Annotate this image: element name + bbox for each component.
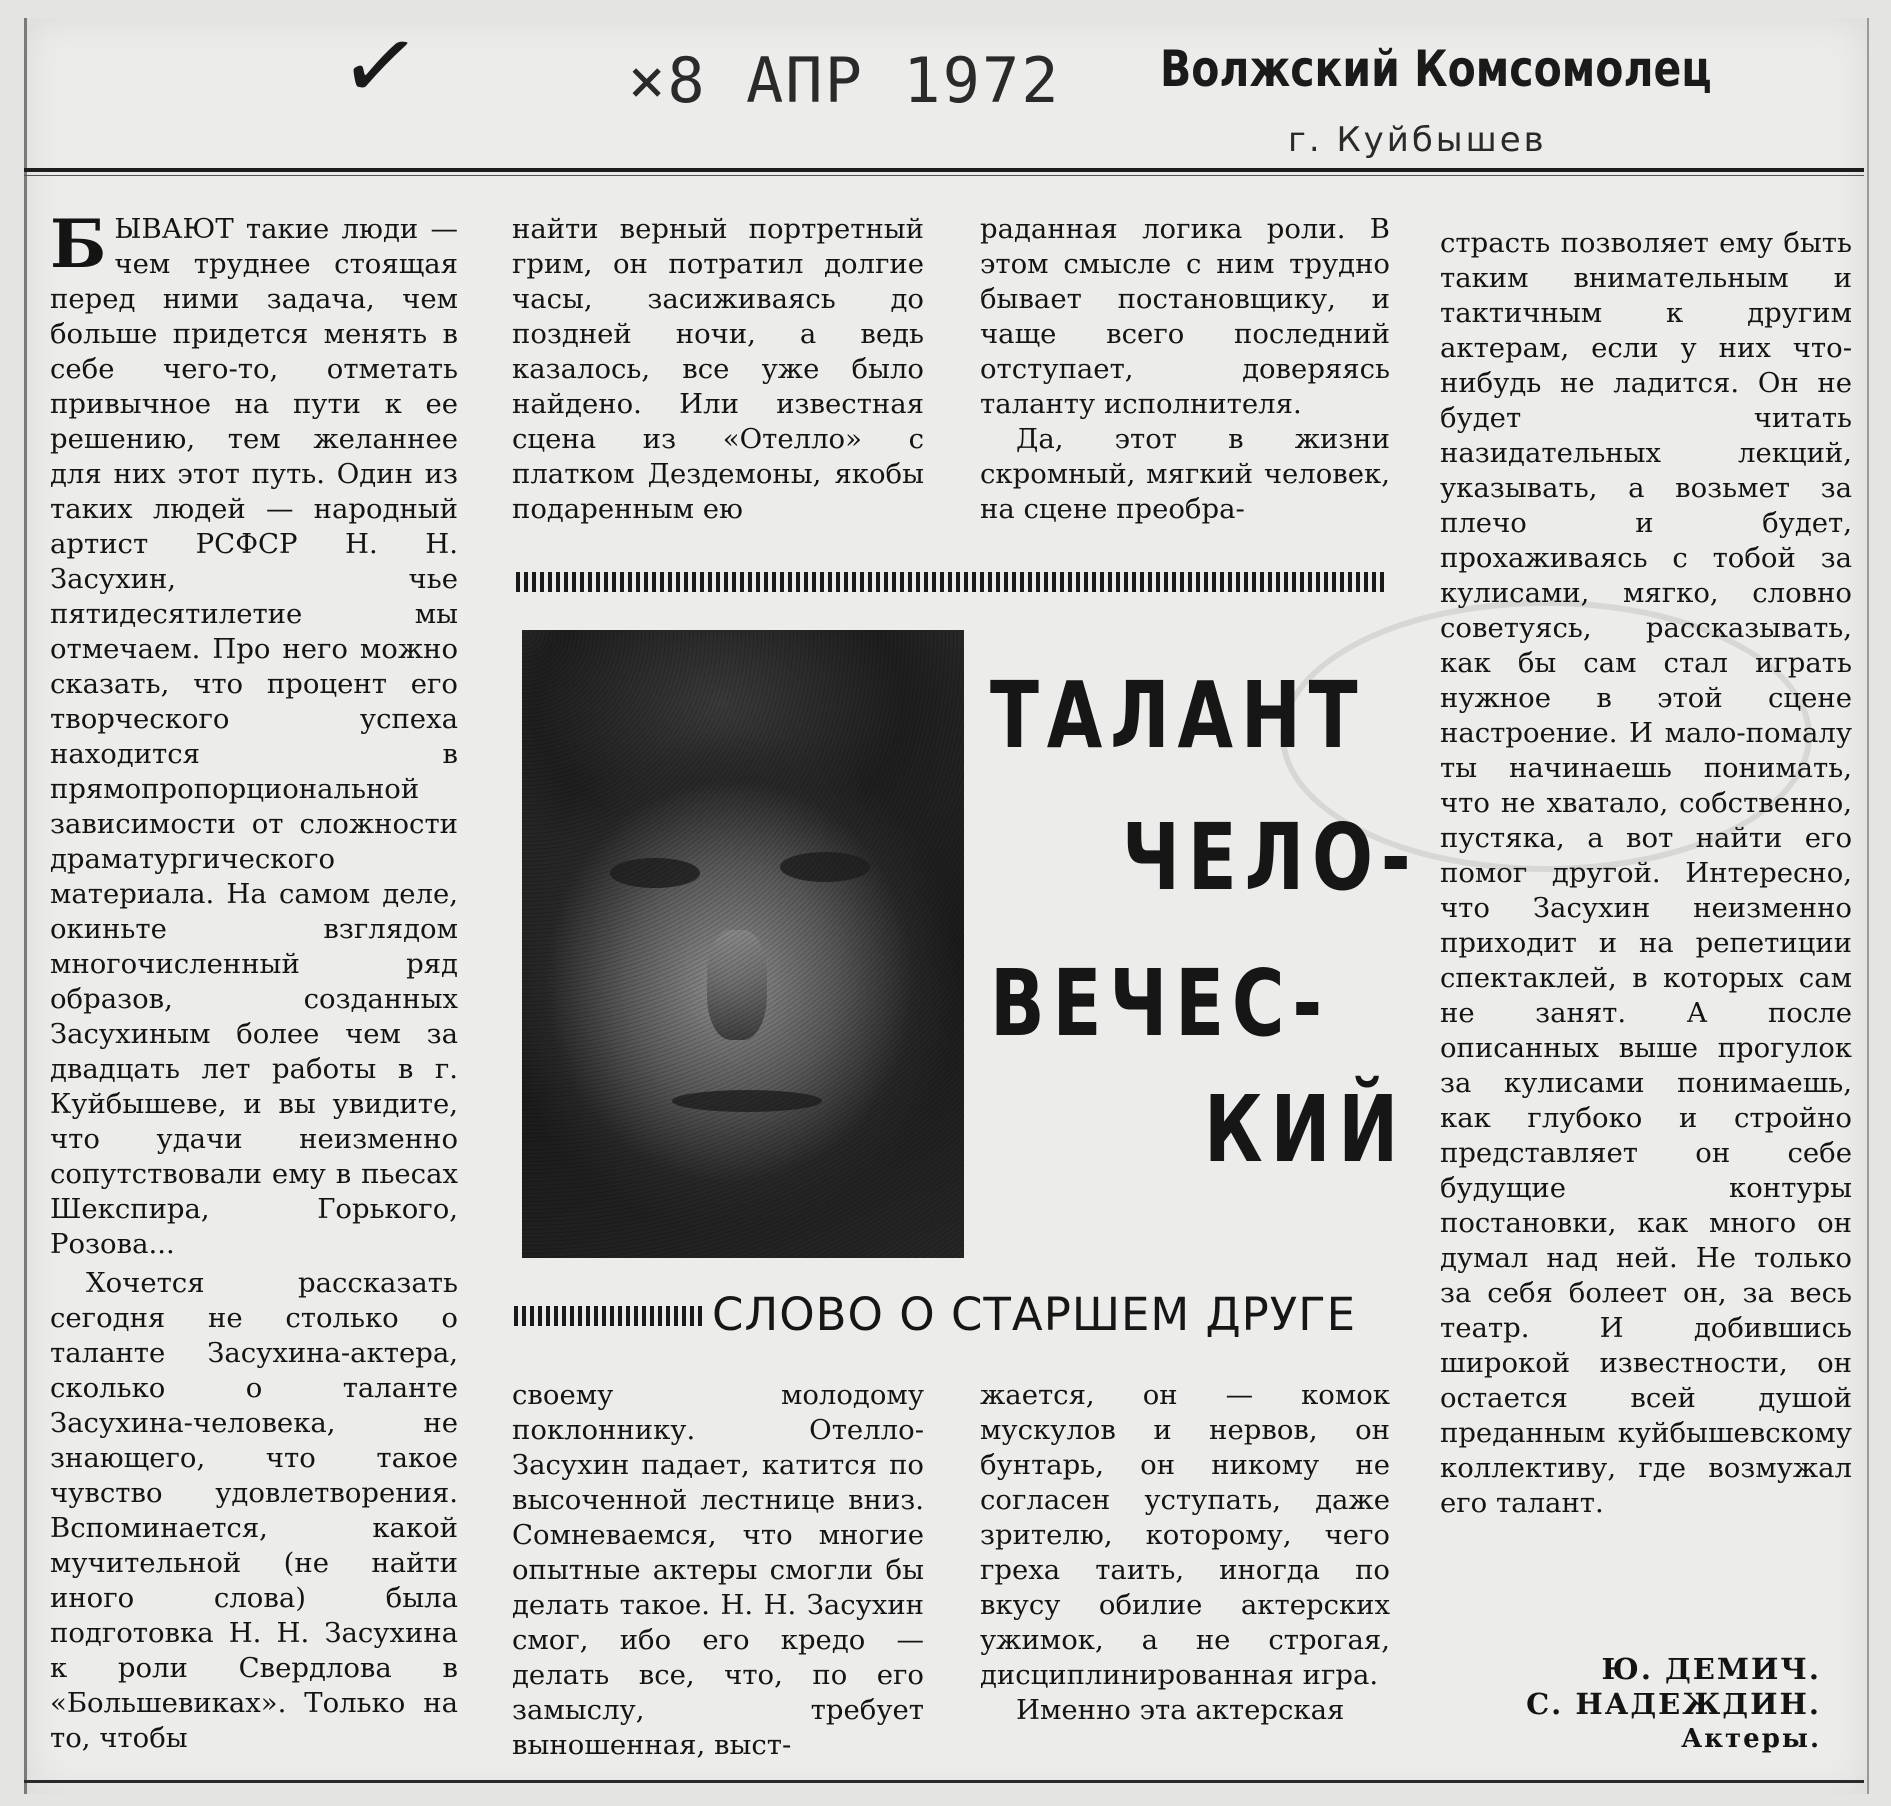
decorative-hatch-rule-subtitle <box>514 1306 702 1326</box>
column-2-top <box>512 212 924 527</box>
bottom-rule <box>24 1780 1864 1783</box>
handwritten-checkmark: ✓ <box>332 4 428 128</box>
paragraph-2: Хочется рассказать сегодня не столько о таланте Засухина-актера, сколько о таланте Засухина-человека, не знающего, что такое чувство удовлетворения. Вспоминается, какой мучительной (не найти иного слова) была подготовка Н. Н. Засухина к роли Свердлова в «Большевиках». Только на то, чтобы <box>50 1267 458 1754</box>
column-2-bottom <box>512 1378 924 1763</box>
photo-nose <box>707 930 767 1040</box>
paragraph-1 <box>50 205 458 1262</box>
column-3-bottom <box>980 1378 1390 1728</box>
author-2: С. НАДЕЖДИН. <box>1526 1687 1821 1721</box>
photo-eye-right <box>780 852 870 882</box>
masthead-rule <box>24 168 1864 172</box>
paragraph-1-text: ЫВАЮТ такие люди — чем труднее стоящая перед ними задача, чем больше придется менять в себе чего-то, отметать привычное на пути к ее решению, тем желаннее для них этот путь. Один из таких людей — народный артист РСФСР Н. Н. Засухин, чье пятидесятилетие мы отмечаем. Про него можно сказать, что процент его творческого успеха находится в прямопропорциональной зависимости от сложности драматургического материала. На самом деле, окиньте взглядом многочисленный ряд образов, созданных Засухиным более чем за двадцать лет работы в г. Куйбышеве, и вы увидите, что удачи неизменно сопутствовали ему в пьесах Шекспира, Горького, Розова... <box>50 213 458 1260</box>
column-3-bottom-text: жается, он — комок мускулов и нервов, он бунтарь, он никому не согласен уступать, даже зрителю, которому, чего греха таить, иногда по вкусу обилие актерских ужимок, а не строгая, дисциплинированная игра. <box>980 1379 1390 1691</box>
newspaper-name: Волжский Комсомолец <box>1160 40 1712 98</box>
photo-mouth <box>672 1090 822 1112</box>
column-2-top-text: найти верный портретный грим, он потратил долгие часы, засиживаясь до поздней ночи, а ведь казалось, все уже было найдено. Или известная сцена из «Отелло» с платком Дездемоны, якобы подаренным ею <box>512 213 924 525</box>
column-3-top <box>980 212 1390 527</box>
column-3-top-text-2: Да, этот в жизни скромный, мягкий человек, на сцене преобра- <box>980 423 1390 525</box>
newspaper-city: г. Куйбышев <box>1288 120 1547 160</box>
author-1: Ю. ДЕМИЧ. <box>1601 1652 1821 1686</box>
decorative-hatch-rule <box>516 572 1388 592</box>
column-2-bottom-text: своему молодому поклоннику. Отелло-Засухин падает, катится по высоченной лестнице вниз. Сомневаемся, что многие опытные актеры смогли бы делать такое. Н. Н. Засухин смог, ибо его кредо — делать все, что, по его замыслу, требует выношенная, выст- <box>512 1379 924 1761</box>
byline <box>1526 1652 1821 1757</box>
date-stamp: ×8 АПР 1972 <box>628 44 1061 117</box>
drop-cap: Б <box>50 205 107 283</box>
column-4-text: страсть позволяет ему быть таким внимательным и тактичным к другим актерам, если у них что-нибудь не ладится. Он не будет читать назидательных лекций, указывать, а возьмет за плечо и будет, прохаживаясь с тобой за кулисами, мягко, словно советуясь, рассказывать, как бы сам стал играть нужное в этой сцене настроение. И мало-помалу ты начинаешь понимать, что не хватало, собственно, пустяка, а вот найти его помог другой. Интересно, что Засухин неизменно приходит и на репетиции спектаклей, в которых сам не занят. А после описанных выше прогулок за кулисами понимаешь, как глубоко и стройно представляет он себе будущие контуры постановки, как много он думал над ней. Не только за себя болеет он, за весь театр. И добившись широкой известности, он остается всей душой преданным куйбышевскому коллективу, где возмужал его талант. <box>1440 227 1852 1519</box>
headline-line-4: КИЙ <box>1204 1076 1407 1183</box>
headline-line-3: ВЕЧЕС- <box>990 950 1330 1057</box>
column-4 <box>1440 226 1852 1521</box>
subheadline: СЛОВО О СТАРШЕМ ДРУГЕ <box>712 1288 1357 1341</box>
masthead-rule-thin <box>24 175 1864 176</box>
column-3-bottom-text-2: Именно эта актерская <box>1016 1694 1345 1726</box>
column-1 <box>50 205 458 1756</box>
headline-line-1: ТАЛАНТ <box>990 662 1366 769</box>
portrait-photo <box>522 630 964 1258</box>
authors-role: Актеры. <box>1681 1724 1821 1754</box>
photo-eye-left <box>610 858 700 888</box>
headline-line-2: ЧЕЛО- <box>1122 804 1419 911</box>
column-3-top-text: раданная логика роли. В этом смысле с ним трудно бывает постановщику, и чаще всего последний отступает, доверяясь таланту исполнителя. <box>980 213 1390 420</box>
